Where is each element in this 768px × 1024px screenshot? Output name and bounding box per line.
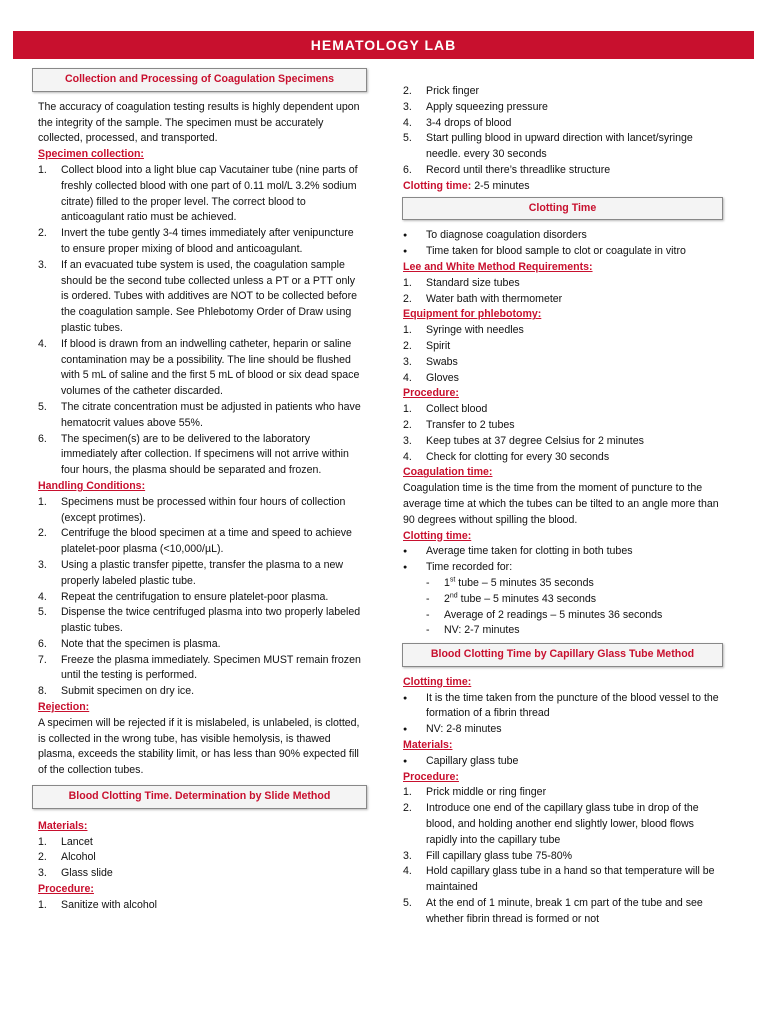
list-item: 2. Transfer to 2 tubes — [403, 418, 515, 431]
specimen-collection-heading: Specimen collection: — [38, 148, 144, 161]
list-item: 5. The citrate concentration must be adjusted in patients who have hematocrit values above 55%. — [38, 400, 361, 429]
equipment-heading: Equipment for phlebotomy: — [403, 308, 542, 321]
coagulation-time-heading: Coagulation time: — [403, 466, 493, 479]
bullet-item: ● It is the time taken from the puncture of the blood vessel to the formation of a fibrin thread — [403, 691, 723, 723]
clotting-time-label: Clotting time: — [403, 179, 472, 192]
bullet-item: ● Average time taken for clotting in both tubes — [403, 544, 723, 560]
list-item: 4. 3-4 drops of blood — [403, 116, 512, 129]
list-item: 2. Alcohol — [38, 851, 96, 864]
coagulation-time-paragraph: Coagulation time is the time from the moment of puncture to the average time at which the tubes can be tilted to an angle more than 90 degrees without spilling the blood. — [403, 482, 719, 526]
materials-heading: Materials: — [38, 819, 88, 832]
procedure-list — [38, 898, 361, 914]
procedure-heading-3: Procedure: — [403, 770, 459, 783]
list-item: 1. Syringe with needles — [403, 324, 524, 337]
list-item: 1. Collect blood — [403, 403, 488, 416]
procedure-list-2 — [403, 402, 723, 465]
clotting-time-heading-2: Clotting time: — [403, 529, 472, 542]
list-item: 2. Centrifuge the blood specimen at a time and speed to achieve platelet-poor plasma (<10,000/µL). — [38, 527, 352, 556]
list-item: 4. Hold capillary glass tube in a hand so that temperature will be maintained — [403, 865, 715, 894]
clotting-time-bullets — [403, 228, 723, 260]
list-item: 4. Repeat the centrifugation to ensure platelet-poor plasma. — [38, 590, 329, 603]
list-item: 2. Spirit — [403, 339, 451, 352]
rejection-paragraph: A specimen will be rejected if it is mislabeled, is unlabeled, is clotted, is collected in the wrong tube, has visible hemolysis, is thawed plasma, exceeds the stability limit, or has less than 90% expected fill of the collection tubes. — [38, 716, 360, 777]
bullet-icon: ● — [403, 694, 408, 702]
bullet-item: ● To diagnose coagulation disorders — [403, 228, 723, 244]
list-item: 5. Start pulling blood in upward direction with lancet/syringe needle. every 30 seconds — [403, 132, 693, 161]
materials-bullets — [403, 754, 723, 770]
list-item: 4. Gloves — [403, 371, 459, 384]
bullet-icon: ● — [403, 564, 408, 572]
bullet-icon: ● — [403, 248, 408, 256]
list-item: 6. Record until there’s threadlike structure — [403, 163, 611, 176]
slide-procedure-continued-list — [403, 84, 723, 179]
list-item: 8. Submit specimen on dry ice. — [38, 685, 195, 698]
list-item: 1. Collect blood into a light blue cap Vacutainer tube (nine parts of freshly collected blood with one part of 0.11 mol/L 3.2% sodium citrate) filled to the proper level. The correct blood to anticoagulant ratio must be achieved. — [38, 163, 358, 224]
list-item: 6. The specimen(s) are to be delivered to the laboratory immediately after collection. If specimens will not arrive within four hours, the plasma should be separated and frozen. — [38, 432, 349, 477]
rejection-heading: Rejection: — [38, 701, 90, 714]
list-item: 3. Fill capillary glass tube 75-80% — [403, 849, 573, 862]
equipment-list — [403, 323, 723, 386]
section-header-capillary-method: Blood Clotting Time by Capillary Glass Tube Method — [402, 643, 723, 667]
recorded-times-list — [403, 576, 723, 639]
lee-white-list — [403, 276, 723, 308]
clotting-time-bullets-3 — [403, 691, 723, 738]
bullet-item: ● Capillary glass tube — [403, 754, 723, 770]
bullet-item: ● Time taken for blood sample to clot or coagulate in vitro — [403, 244, 723, 260]
clotting-time-value: 2-5 minutes — [471, 179, 530, 192]
procedure-heading-2: Procedure: — [403, 387, 459, 400]
procedure-heading: Procedure: — [38, 883, 94, 896]
list-item: 5. Dispense the twice centrifuged plasma into two properly labeled plastic tubes. — [38, 606, 361, 635]
list-item: 5. At the end of 1 minute, break 1 cm part of the tube and see whether fibrin thread is formed or not — [403, 897, 703, 925]
list-item: 3. Apply squeezing pressure — [403, 100, 548, 113]
list-item: 3. Using a plastic transfer pipette, transfer the plasma to a new properly labeled plastic tube. — [38, 558, 344, 587]
list-item: 6. Note that the specimen is plasma. — [38, 637, 221, 650]
section-header-slide-method: Blood Clotting Time. Determination by Slide Method — [32, 785, 367, 809]
clotting-time-result — [403, 179, 723, 195]
list-item: 3. Glass slide — [38, 867, 113, 880]
clotting-time-heading-3: Clotting time: — [403, 675, 472, 688]
bullet-icon: ● — [403, 726, 408, 734]
recorded-item: - 1st tube – 5 minutes 35 seconds — [426, 576, 594, 589]
bullet-icon: ● — [403, 548, 408, 556]
left-column — [38, 68, 361, 914]
bullet-item: ● NV: 2-8 minutes — [403, 722, 723, 738]
list-item: 1. Sanitize with alcohol — [38, 898, 157, 911]
procedure-list-3 — [403, 785, 723, 927]
list-item: 1. Standard size tubes — [403, 276, 520, 289]
recorded-item: - Average of 2 readings – 5 minutes 36 seconds — [426, 608, 663, 621]
list-item: 1. Prick middle or ring finger — [403, 786, 547, 799]
bullet-icon: ● — [403, 757, 408, 765]
list-item: 2. Prick finger — [403, 85, 479, 97]
section-header-clotting-time: Clotting Time — [402, 197, 723, 221]
list-item: 4. Check for clotting for every 30 seconds — [403, 450, 610, 463]
clotting-time-bullets-2 — [403, 544, 723, 576]
list-item: 2. Introduce one end of the capillary glass tube in drop of the blood, and holding another end slightly lower, blood flows rapidly into the capillary tube — [403, 802, 699, 846]
lee-white-heading: Lee and White Method Requirements: — [403, 260, 593, 273]
materials-list — [38, 835, 361, 882]
list-item: 3. Keep tubes at 37 degree Celsius for 2 minutes — [403, 434, 644, 447]
handling-conditions-heading: Handling Conditions: — [38, 479, 146, 492]
list-item: 3. If an evacuated tube system is used, the coagulation sample should be the second tube collected unless a PT or a PTT only is ordered. Tubes with additives are NOT to be collected before the coagulation sample. See Phlebotomy Order of Draw using plastic tubes. — [38, 258, 357, 334]
list-item: 4. If blood is drawn from an indwelling catheter, heparin or saline contamination may be a possibility. The line should be flushed with 5 mL of saline and the first 5 mL of blood or six dead space volumes of the catheter discarded. — [38, 337, 360, 398]
recorded-item: - NV: 2-7 minutes — [426, 624, 520, 637]
handling-conditions-list — [38, 495, 361, 700]
intro-paragraph: The accuracy of coagulation testing results is highly dependent upon the integrity of the sample. The specimen must be accurately collected, processed, and transported. — [38, 100, 360, 145]
bullet-item: ● Time recorded for: — [403, 560, 723, 576]
bullet-icon: ● — [403, 232, 408, 240]
materials-heading-2: Materials: — [403, 739, 453, 752]
list-item: 2. Water bath with thermometer — [403, 292, 563, 305]
list-item: 3. Swabs — [403, 355, 458, 368]
list-item: 1. Lancet — [38, 835, 93, 848]
page-title: HEMATOLOGY LAB — [13, 31, 754, 59]
list-item: 2. Invert the tube gently 3-4 times immediately after venipuncture to ensure proper mixing of blood and anticoagulant. — [38, 227, 354, 255]
list-item: 7. Freeze the plasma immediately. Specimen MUST remain frozen until the testing is performed. — [38, 653, 361, 682]
section-header-coagulation-specimens: Collection and Processing of Coagulation Specimens — [32, 68, 367, 92]
list-item: 1. Specimens must be processed within four hours of collection (except protimes). — [38, 495, 346, 524]
specimen-collection-list — [38, 163, 361, 479]
right-column — [403, 84, 723, 928]
recorded-item: - 2nd tube – 5 minutes 43 seconds — [426, 592, 597, 605]
